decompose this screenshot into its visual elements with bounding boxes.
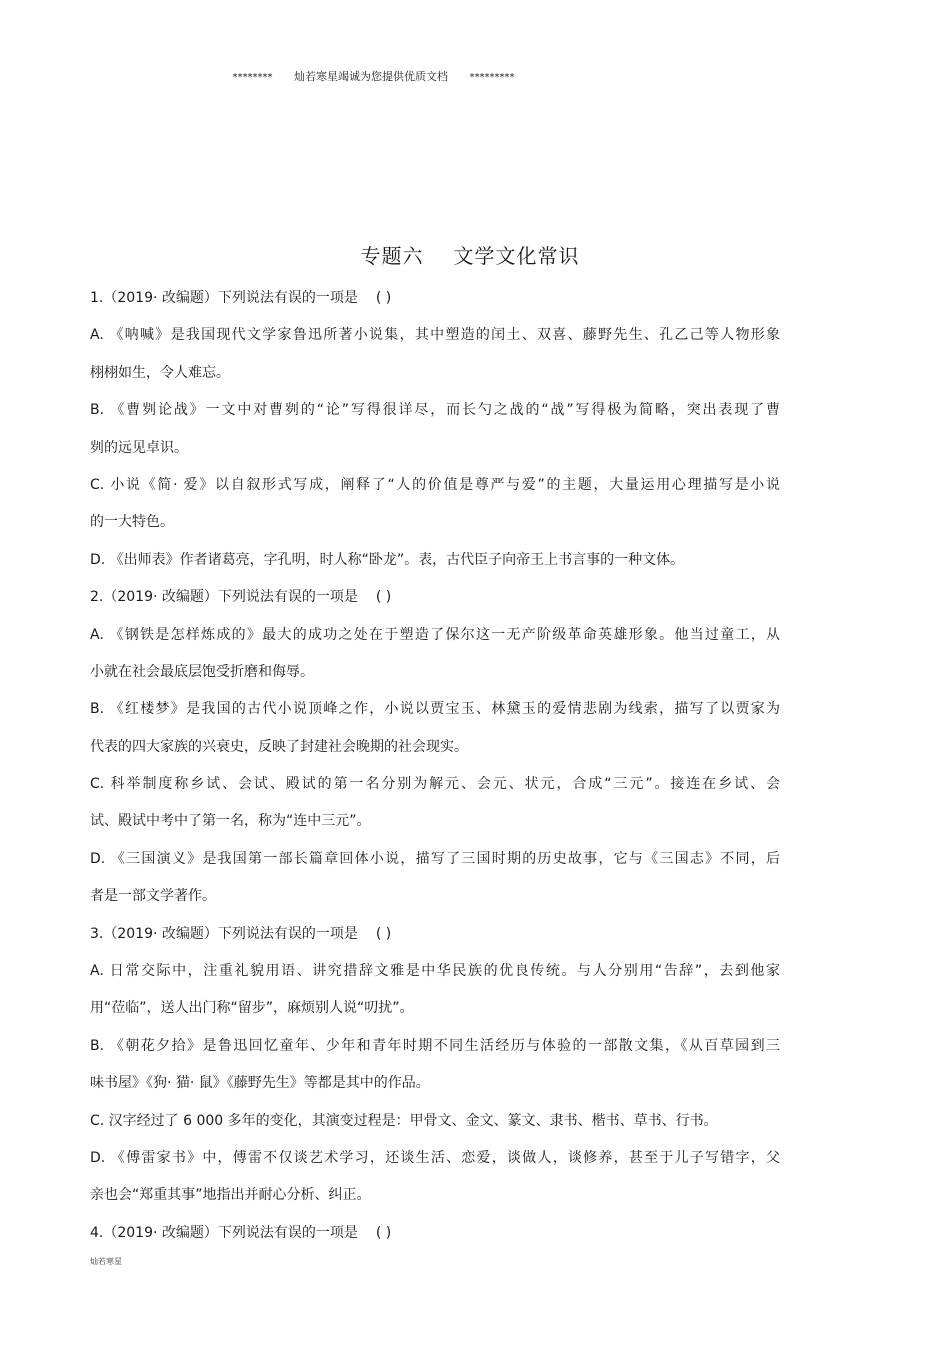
page-header	[0, 68, 747, 84]
question-3-option-line: 亲也会“郑重其事”地指出并耐心分析、纠正。	[90, 1187, 371, 1204]
question-1-option-line: C. 小说《简· 爱》以自叙形式写成，阐释了“人的价值是尊严与爱”的主题，大量运用心理描写是小说	[90, 476, 780, 493]
question-2-option-line: D. 《三国演义》是我国第一部长篇章回体小说，描写了三国时期的历史故事，它与《三国志》不同，后	[90, 850, 780, 867]
question-2-option-line: 者是一部文学著作。	[90, 888, 216, 905]
question-1-option-line: D. 《出师表》作者诸葛亮，字孔明，时人称“卧龙”。表，古代臣子向帝王上书言事的一种文体。	[90, 551, 685, 568]
question-stem-text: 4.（2019· 改编题）下列说法有误的一项是	[90, 1224, 358, 1241]
header-left-stars: ********	[232, 72, 273, 83]
question-3-option-line: 用“莅临”，送人出门称“留步”，麻烦别人说“叨扰”。	[90, 1000, 414, 1017]
question-stem-text: 3.（2019· 改编题）下列说法有误的一项是	[90, 925, 358, 942]
question-1-stem	[90, 280, 780, 317]
question-1-option-line: A. 《呐喊》是我国现代文学家鲁迅所著小说集，其中塑造的闰土、双喜、藤野先生、孔乙己等人物形象	[90, 327, 780, 344]
title-part2: 文学文化常识	[453, 244, 580, 268]
question-2-option-line: 小就在社会最底层饱受折磨和侮辱。	[90, 663, 314, 680]
question-1-option-line: 栩栩如生，令人难忘。	[90, 364, 230, 381]
question-2-option-line: B. 《红楼梦》是我国的古代小说顶峰之作，小说以贾宝玉、林黛玉的爱情悲剧为线索，描写了以贾家为	[90, 701, 780, 718]
page-title	[0, 240, 940, 269]
question-2-option-line: 试、殿试中考中了第一名，称为“连中三元”。	[90, 813, 371, 830]
question-3-option-line: C. 汉字经过了 6 000 多年的变化，其演变过程是：甲骨文、金文、篆文、隶书、楷书、草书、行书。	[90, 1112, 718, 1129]
question-2-option-line: C. 科举制度称乡试、会试、殿试的第一名分别为解元、会元、状元，合成“三元”。接连在乡试、会	[90, 776, 780, 793]
question-stem-text: 1.（2019· 改编题）下列说法有误的一项是	[90, 290, 358, 306]
answer-blank: ( )	[375, 589, 392, 606]
question-3-option-line: A. 日常交际中，注重礼貌用语、讲究措辞文雅是中华民族的优良传统。与人分别用“告辞”，去到他家	[90, 963, 780, 980]
title-part1: 专题六	[360, 244, 424, 268]
question-4-stem	[90, 1215, 780, 1252]
question-2-option-line: 代表的四大家族的兴衰史，反映了封建社会晚期的社会现实。	[90, 738, 468, 755]
question-1-option-line: 刿的远见卓识。	[90, 439, 188, 456]
question-stem-text: 2.（2019· 改编题）下列说法有误的一项是	[90, 589, 358, 606]
question-3-option-line: D. 《傅雷家书》中，傅雷不仅谈艺术学习，还谈生活、恋爱，谈做人，谈修养，甚至于儿子写错字，父	[90, 1149, 780, 1166]
question-1-option-line: B. 《曹刿论战》一文中对曹刿的“论”写得很详尽，而长勺之战的“战”写得极为简略，突出表现了曹	[90, 402, 780, 419]
page-footer: 灿若寒星	[90, 1257, 122, 1266]
question-3-option-line: 味书屋》《狗· 猫· 鼠》《藤野先生》等都是其中的作品。	[90, 1075, 430, 1092]
question-2-stem	[90, 579, 780, 616]
header-text: 灿若寒星竭诚为您提供优质文档	[294, 70, 448, 83]
question-1-option-line: 的一大特色。	[90, 514, 174, 531]
answer-blank: ( )	[375, 1224, 392, 1241]
question-3-option-line: B. 《朝花夕拾》是鲁迅回忆童年、少年和青年时期不同生活经历与体验的一部散文集，《从百草园到三	[90, 1037, 780, 1054]
answer-blank: ( )	[375, 290, 392, 306]
question-3-stem	[90, 916, 780, 953]
question-list	[90, 280, 780, 1252]
header-right-stars: *********	[469, 72, 515, 83]
question-2-option-line: A. 《钢铁是怎样炼成的》最大的成功之处在于塑造了保尔这一无产阶级革命英雄形象。他当过童工，从	[90, 626, 780, 643]
answer-blank: ( )	[375, 925, 392, 942]
